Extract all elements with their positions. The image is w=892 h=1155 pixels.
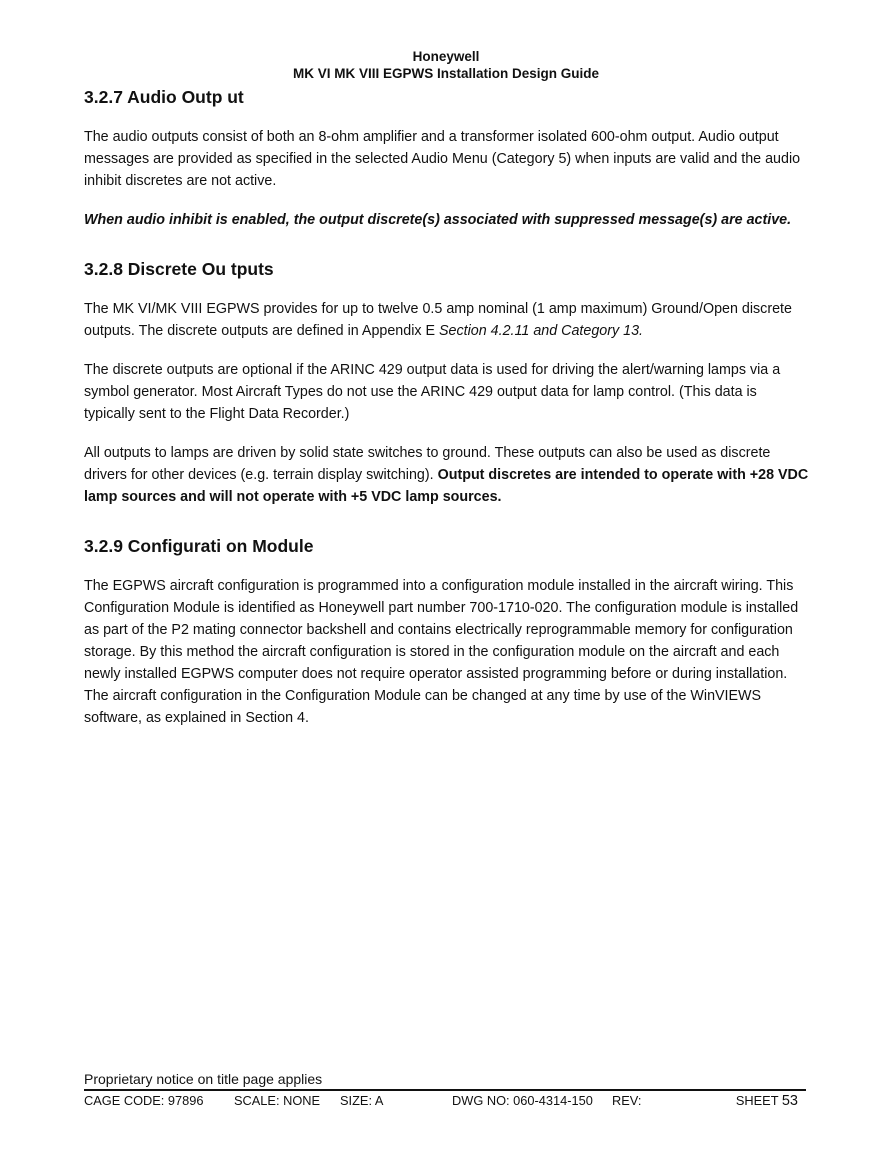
- discrete-outputs-paragraph-2: The discrete outputs are optional if the ARINC 429 output data is used for driving the alert/warning lamps via a symbol generator. Most Aircraft Types do not use the ARINC 429 output data for lamp control. (This data is typically sent to the Flight Data Recorder.): [84, 362, 781, 422]
- section-heading-discrete-outputs: 3.2.8 Discrete Ou tputs: [84, 259, 274, 279]
- discrete-outputs-paragraph-3: [84, 442, 809, 508]
- proprietary-notice: Proprietary notice on title page applies: [84, 1071, 323, 1087]
- audio-output-paragraph: The audio outputs consist of both an 8-ohm amplifier and a transformer isolated 600-ohm output. Audio output messages are provided as specified in the selected Audio Menu (Category 5) when inputs are valid and the audio inhibit discretes are not active.: [84, 129, 801, 189]
- document-title: MK VI MK VIII EGPWS Installation Design Guide: [292, 66, 600, 81]
- page-footer: [84, 1071, 806, 1110]
- cage-code: CAGE CODE: 97896: [84, 1093, 204, 1108]
- title-block: [84, 1092, 806, 1110]
- drawing-number: DWG NO: 060-4314-150: [452, 1093, 593, 1108]
- lamp-source-warning: Output discretes are intended to operate with +28 VDC lamp sources and will not operate with +5 VDC lamp sources.: [84, 467, 809, 505]
- appendix-reference: Section 4.2.11 and Category 13.: [439, 323, 644, 339]
- section-heading-audio-output: 3.2.7 Audio Outp ut: [84, 87, 244, 107]
- company-name: Honeywell: [412, 49, 480, 64]
- scale: SCALE: NONE: [234, 1093, 321, 1108]
- configuration-module-paragraph: The EGPWS aircraft configuration is programmed into a configuration module installed in the aircraft wiring. This Configuration Module is identified as Honeywell part number 700-1710-020. The configuration module is installed as part of the P2 mating connector backshell and contains electrically reprogrammable memory for configuration storage. By this method the aircraft configuration is stored in the configuration module on the aircraft and each newly installed EGPWS computer does not require operator assisted programming before or during installation. The aircraft configuration in the Configuration Module can be changed at any time by use of the WinVIEWS software, as explained in Section 4.: [84, 578, 799, 726]
- footer-divider: [84, 1089, 806, 1091]
- size: SIZE: A: [340, 1093, 384, 1108]
- audio-inhibit-note: When audio inhibit is enabled, the output discrete(s) associated with suppressed message(s) are active.: [84, 212, 792, 228]
- section-heading-configuration-module: 3.2.9 Configurati on Module: [84, 536, 314, 556]
- lamp-driver-text: All outputs to lamps are driven by solid state switches to ground. These outputs can also be used as discrete drivers for other devices (e.g. terrain display switching).: [84, 445, 771, 483]
- discrete-outputs-paragraph-1: [84, 298, 809, 342]
- page-content: [84, 86, 809, 729]
- revision: REV:: [612, 1093, 642, 1108]
- page-header: [0, 48, 892, 82]
- sheet-number: 53: [781, 1093, 798, 1109]
- discrete-outputs-text: The MK VI/MK VIII EGPWS provides for up to twelve 0.5 amp nominal (1 amp maximum) Ground/Open discrete outputs. The discrete outputs are defined in Appendix E: [84, 301, 792, 339]
- sheet: [736, 1092, 798, 1110]
- sheet-label: SHEET: [735, 1093, 782, 1108]
